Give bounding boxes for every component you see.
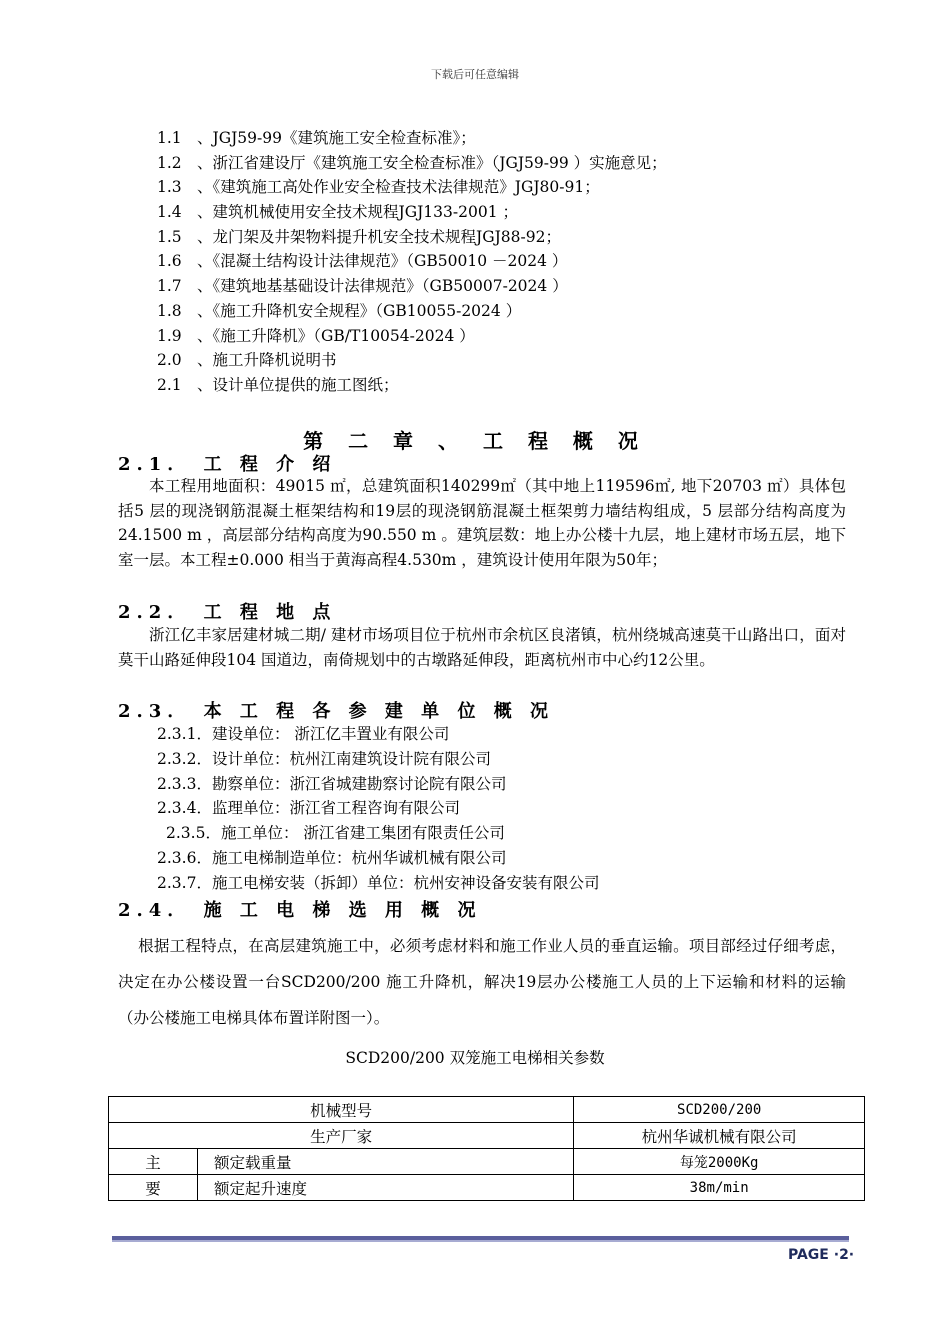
section-body-2-2: 浙江亿丰家居建材城二期/ 建材市场项目位于杭州市余杭区良渚镇，杭州绕城高速莫干山路出口，面对莫干山路延伸段104 国道边，南倚规划中的古墩路延伸段，距离杭州市中心约12公里。 <box>118 626 846 669</box>
reference-text: 、施工升降机说明书 <box>197 351 337 370</box>
reference-text: 、《建筑地基基础设计法律规范》（GB50007-2024 ） <box>197 277 568 296</box>
reference-text: 、JGJ59-99《建筑施工安全检查标准》； <box>197 129 476 147</box>
table-caption: SCD200/200 双笼施工电梯相关参数 <box>345 1049 605 1067</box>
reference-item <box>157 175 857 200</box>
chapter-title: 第 二 章 、 工 程 概 况 <box>303 429 647 453</box>
reference-item <box>157 225 857 250</box>
table-cell-label: 生产厂家 <box>109 1123 574 1149</box>
reference-number: 1.6 <box>157 252 182 271</box>
reference-item <box>157 249 857 274</box>
section-heading-2-1: 2.1． 工 程 介 绍 <box>118 454 337 475</box>
reference-number: 1.9 <box>157 326 182 345</box>
reference-number: 2.0 <box>157 351 182 370</box>
reference-number: 1.4 <box>157 203 182 222</box>
reference-number: 1.1 <box>157 129 182 147</box>
participant-unit: 2.3.2．设计单位：杭州江南建筑设计院有限公司 <box>157 749 491 768</box>
reference-item <box>157 151 857 176</box>
section-heading-2-2: 2.2． 工 程 地 点 <box>118 602 337 623</box>
table-cell-label: 额定载重量 <box>198 1149 574 1175</box>
section-body-2-1: 本工程用地面积：49015 ㎡，总建筑面积140299㎡（其中地上119596㎡, 地下20703 ㎡）具体包括5 层的现浇钢筋混凝土框架结构和19层的现浇钢筋混凝土框架剪力墙结构组成，5 层部分结构高度为24.1500 m ，高层部分结构高度为90.550 m 。建筑层数：地上办公楼十九层，地上建材市场五层，地下室一层。本工程±0.000 相当于黄海高程4.530m ，建筑设计使用年限为50年； <box>118 477 846 569</box>
reference-number: 1.8 <box>157 301 182 320</box>
reference-text: 、设计单位提供的施工图纸； <box>197 375 399 394</box>
footer-divider <box>112 1236 849 1242</box>
table-cell-group: 要 <box>109 1175 198 1201</box>
page-number-value: ·2· <box>833 1247 855 1263</box>
table-cell-value: SCD200/200 <box>574 1097 865 1123</box>
reference-text: 、龙门架及井架物料提升机安全技术规程JGJ88-92； <box>197 227 561 246</box>
parameter-table <box>108 1096 865 1201</box>
section-heading-2-3: 2.3． 本 工 程 各 参 建 单 位 概 况 <box>118 701 554 722</box>
reference-number: 2.1 <box>157 375 182 394</box>
section-body-2-4: 根据工程特点，在高层建筑施工中，必须考虑材料和施工作业人员的垂直运输。项目部经过仔细考虑，决定在办公楼设置一台SCD200/200 施工升降机，解决19层办公楼施工人员的上下运输和材料的运输（办公楼施工电梯具体布置详附图一）。 <box>118 937 846 1027</box>
reference-item <box>157 126 857 151</box>
reference-text: 、《施工升降机安全规程》（GB10055-2024 ） <box>197 301 522 320</box>
reference-item <box>157 348 857 373</box>
reference-item <box>157 324 857 349</box>
reference-item <box>157 274 857 299</box>
participant-unit-list <box>157 722 837 896</box>
participant-unit: 2.3.5．施工单位： 浙江省建工集团有限责任公司 <box>166 824 505 843</box>
table-cell-group: 主 <box>109 1149 198 1175</box>
participant-unit: 2.3.7．施工电梯安装（拆卸）单位：杭州安神设备安装有限公司 <box>157 873 600 892</box>
reference-item <box>157 200 857 225</box>
table-cell-label: 额定起升速度 <box>198 1175 574 1201</box>
reference-text: 、《建筑施工高处作业安全检查技术法律规范》JGJ80-91； <box>197 178 600 197</box>
table-row <box>109 1175 865 1201</box>
page-header-note: 下载后可任意编辑 <box>431 68 519 81</box>
reference-number: 1.5 <box>157 227 182 246</box>
participant-unit: 2.3.4．监理单位：浙江省工程咨询有限公司 <box>157 799 460 818</box>
table-row <box>109 1149 865 1175</box>
table-cell-value: 38m/min <box>574 1175 865 1201</box>
page-label: PAGE <box>788 1247 829 1263</box>
reference-text: 、《混凝土结构设计法律规范》（GB50010 －2024 ） <box>197 252 568 271</box>
table-cell-label: 机械型号 <box>109 1097 574 1123</box>
table-row <box>109 1097 865 1123</box>
table-cell-value: 杭州华诚机械有限公司 <box>574 1123 865 1149</box>
reference-item <box>157 299 857 324</box>
section-heading-2-4: 2.4． 施 工 电 梯 选 用 概 况 <box>118 900 482 921</box>
reference-list <box>157 126 857 398</box>
reference-text: 、建筑机械使用安全技术规程JGJ133-2001 ； <box>197 203 519 222</box>
reference-text: 、浙江省建设厅《建筑施工安全检查标准》（JGJ59-99 ）实施意见； <box>197 153 667 172</box>
participant-unit: 2.3.3．勘察单位：浙江省城建勘察讨论院有限公司 <box>157 774 507 793</box>
participant-unit: 2.3.6．施工电梯制造单位：杭州华诚机械有限公司 <box>157 848 507 867</box>
table-row <box>109 1123 865 1149</box>
reference-text: 、《施工升降机》（GB/T10054-2024 ） <box>197 326 475 345</box>
reference-number: 1.3 <box>157 178 182 197</box>
page-number <box>788 1247 854 1263</box>
reference-number: 1.2 <box>157 153 182 172</box>
reference-number: 1.7 <box>157 277 182 296</box>
participant-unit: 2.3.1．建设单位： 浙江亿丰置业有限公司 <box>157 725 450 743</box>
table-cell-value: 每笼2000Kg <box>574 1149 865 1175</box>
reference-item <box>157 373 857 398</box>
